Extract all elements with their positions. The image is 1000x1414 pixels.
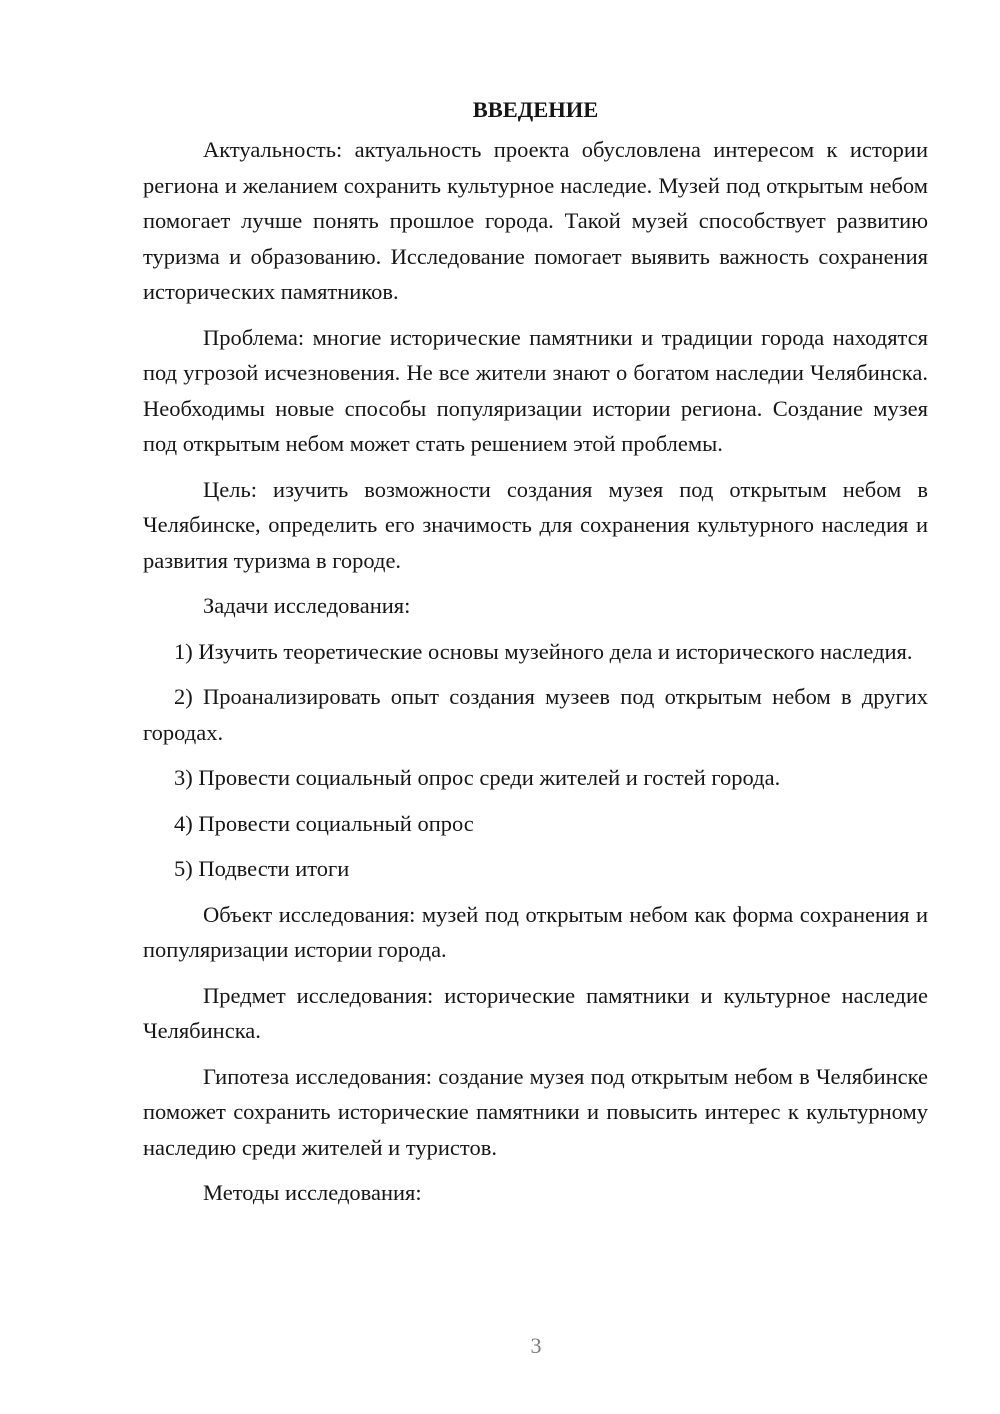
goal-paragraph: Цель: изучить возможности создания музея под открытым небом в Челябинске, определить его значимость для сохранения культурного наследия и развития туризма в городе. [143,476,928,573]
task-item-1: 1) Изучить теоретические основы музейного дела и исторического наследия. [174,638,913,664]
tasks-heading: Задачи исследования: [203,593,411,618]
subject-paragraph: Предмет исследования: исторические памятники и культурное наследие Челябинска. [143,982,928,1043]
hypothesis-paragraph: Гипотеза исследования: создание музея под открытым небом в Челябинске поможет сохранить исторические памятники и повысить интерес к культурному наследию среди жителей и туристов. [143,1063,928,1160]
task-item-3: 3) Провести социальный опрос среди жителей и гостей города. [174,765,781,790]
problem-paragraph: Проблема: многие исторические памятники и традиции города находятся под угрозой исчезновения. Не все жители знают о богатом наследии Челябинска. Необходимы новые способы популяризации истории региона. Создание музея под открытым небом может стать решением этой проблемы. [143,324,928,456]
page-content [143,92,928,1221]
page-number: 3 [530,1333,542,1358]
object-paragraph: Объект исследования: музей под открытым небом как форма сохранения и популяризации истории города. [143,901,928,962]
task-item-2: 2) Проанализировать опыт создания музеев под открытым небом в других городах. [143,684,928,745]
task-item-5: 5) Подвести итоги [174,856,350,881]
relevance-paragraph: Актуальность: актуальность проекта обусловлена интересом к истории региона и желанием сохранить культурное наследие. Музей под открытым небом помогает лучше понять прошлое города. Такой музей способствует развитию туризма и образованию. Исследование помогает выявить важность сохранения исторических памятников. [143,137,928,304]
task-item-4: 4) Провести социальный опрос [174,810,474,836]
methods-heading: Методы исследования: [203,1180,422,1205]
page-title: ВВЕДЕНИЕ [472,97,599,122]
